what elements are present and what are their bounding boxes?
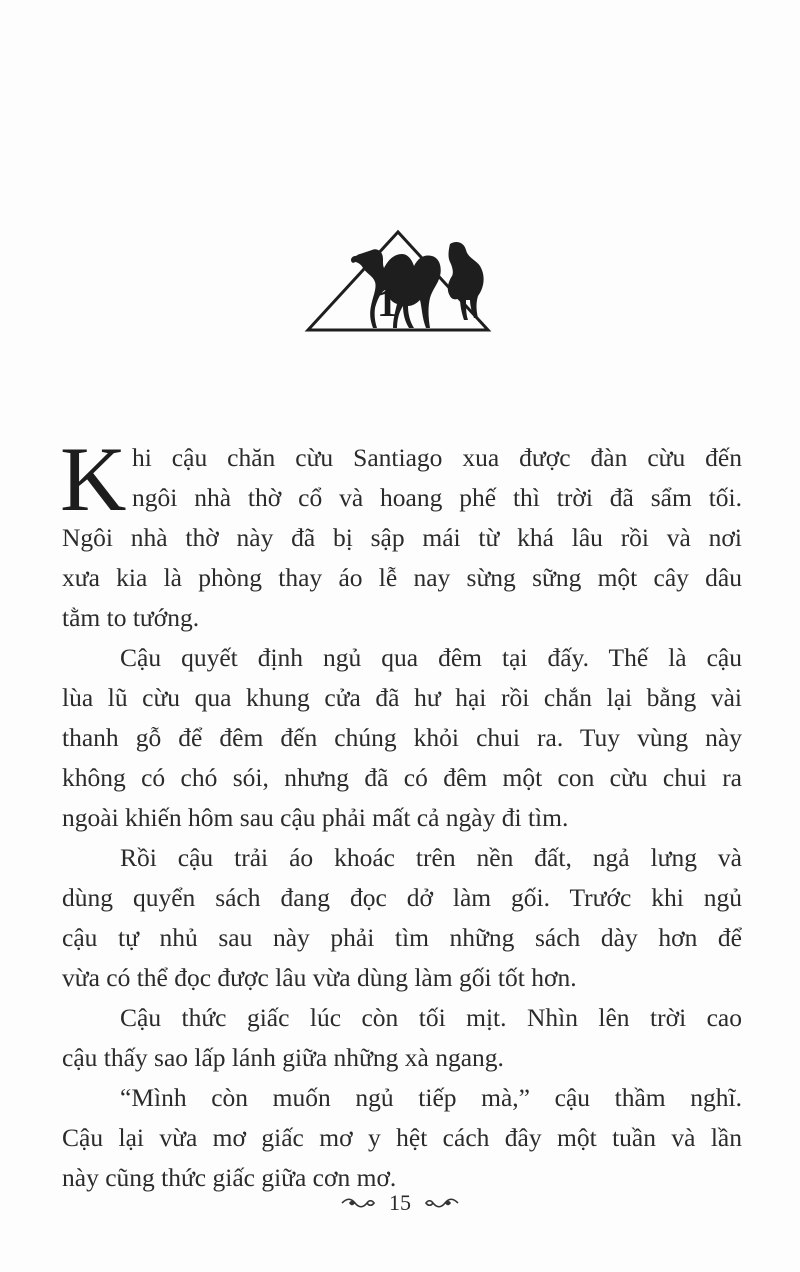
text-line: ngoài khiến hôm sau cậu phải mất cả ngày đi tìm. bbox=[62, 803, 569, 832]
text-line: Cậu lại vừa mơ giấc mơ y hệt cách đây một tuần và lần bbox=[62, 1123, 742, 1152]
text-line: không có chó sói, nhưng đã có đêm một con cừu chui ra bbox=[62, 763, 742, 792]
text-line: cậu thấy sao lấp lánh giữa những xà ngang. bbox=[62, 1043, 504, 1072]
text-line: “Mình còn muốn ngủ tiếp mà,” cậu thầm nghĩ. bbox=[120, 1083, 742, 1112]
text-line: Ngôi nhà thờ này đã bị sập mái từ khá lâu rồi và nơi bbox=[62, 523, 742, 552]
text-line: lùa lũ cừu qua khung cửa đã hư hại rồi chắn lại bằng vài bbox=[62, 683, 742, 712]
paragraph-1 bbox=[60, 428, 742, 638]
paragraph-2 bbox=[62, 638, 742, 838]
text-line: Cậu thức giấc lúc còn tối mịt. Nhìn lên trời cao bbox=[120, 1003, 742, 1032]
text-line: này cũng thức giấc giữa cơn mơ. bbox=[62, 1163, 397, 1192]
paragraph-5 bbox=[62, 1078, 742, 1198]
page-number: 15 bbox=[389, 1190, 411, 1215]
text-line: dùng quyển sách đang đọc dở làm gối. Trước khi ngủ bbox=[62, 883, 742, 912]
text-line: Rồi cậu trải áo khoác trên nền đất, ngả lưng và bbox=[120, 843, 742, 872]
text-line: cậu tự nhủ sau này phải tìm những sách dày hơn để bbox=[62, 923, 742, 952]
dropcap-block bbox=[60, 428, 742, 530]
paragraph-4 bbox=[62, 998, 742, 1078]
text-line: thanh gỗ để đêm đến chúng khỏi chui ra. Tuy vùng này bbox=[62, 723, 742, 752]
text-line: Cậu quyết định ngủ qua đêm tại đấy. Thế là cậu bbox=[120, 643, 742, 672]
text-line: xưa kia là phòng thay áo lễ nay sừng sững một cây dâu bbox=[62, 563, 742, 592]
text-line: ngôi nhà thờ cổ và hoang phế thì trời đã sẩm tối. bbox=[132, 483, 742, 512]
text-line: hi cậu chăn cừu Santiago xua được đàn cừu đến bbox=[132, 443, 742, 472]
body-text bbox=[60, 428, 742, 1198]
text-line: tằm to tướng. bbox=[62, 603, 200, 632]
page-footer bbox=[300, 1190, 500, 1220]
paragraph-3 bbox=[62, 838, 742, 998]
flourish-left-icon bbox=[341, 1197, 375, 1209]
chapter-number: 1 bbox=[377, 280, 397, 325]
flourish-right-icon bbox=[425, 1197, 459, 1209]
drop-cap: K bbox=[60, 428, 127, 530]
text-line: vừa có thể đọc được lâu vừa dùng làm gối tốt hơn. bbox=[62, 963, 577, 992]
